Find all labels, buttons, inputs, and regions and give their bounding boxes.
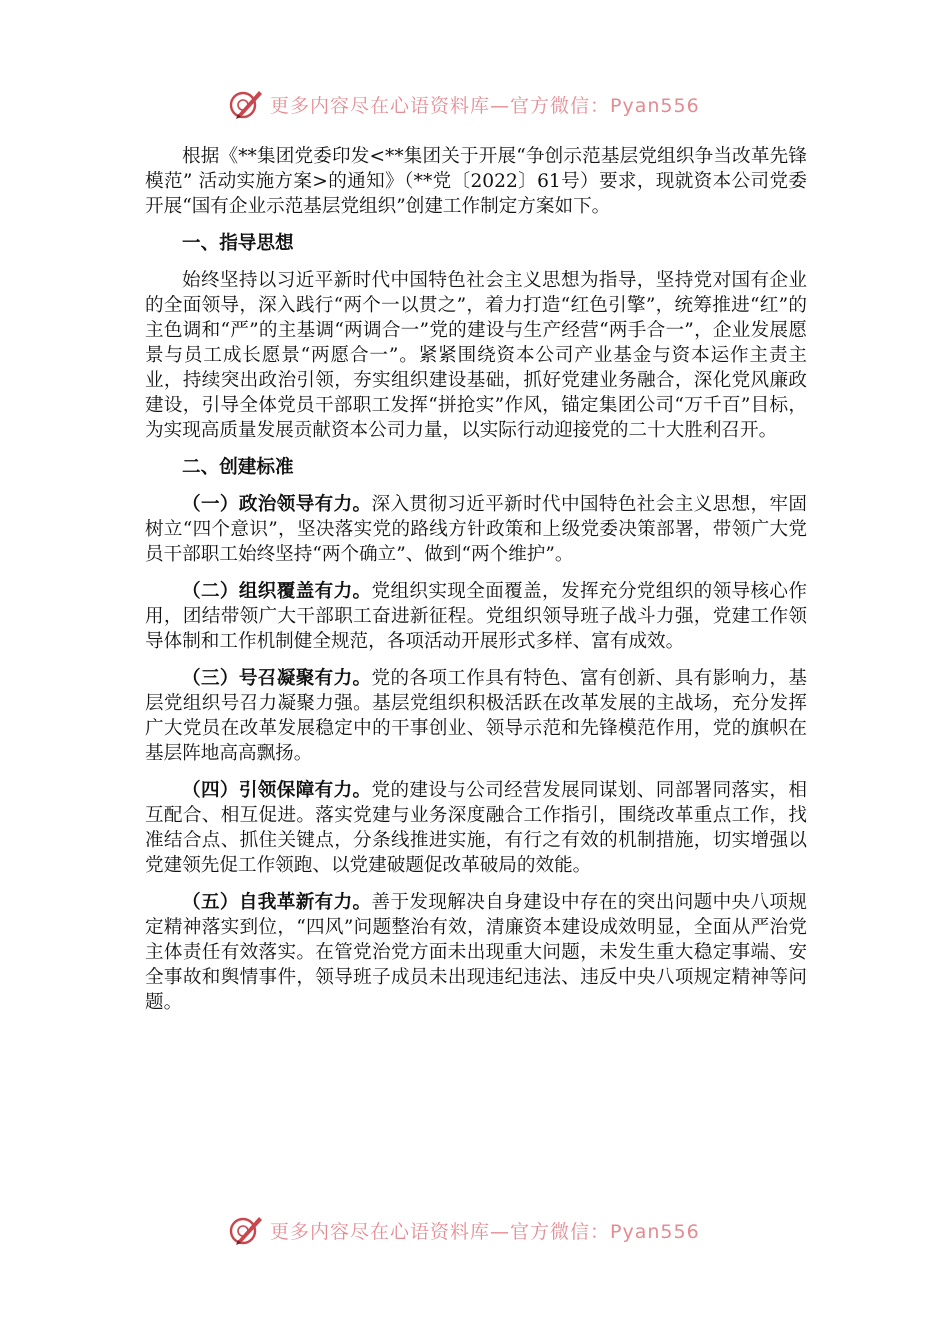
watermark-text: 更多内容尽在心语资料库—官方微信：Pyan556: [270, 1220, 700, 1243]
standard-item-text: 党的各项工作具有特色、富有创新、具有影响力，基层党组织号召力凝聚力强。基层党组织积极活跃在改革发展的主战场，充分发挥广大党员在改革发展稳定中的干事创业、领导示范和先锋模范作用，党的旗帜在基层阵地高高飘扬。: [145, 668, 807, 764]
standard-item: [145, 579, 807, 654]
standard-item-text: 善于发现解决自身建设中存在的突出问题中央八项规定精神落实到位，“四风”问题整治有效，清廉资本建设成效明显，全面从严治党主体责任有效落实。在管党治党方面未出现重大问题，未发生重大稳定事端、安全事故和舆情事件，领导班子成员未出现违纪违法、违反中央八项规定精神等问题。: [145, 892, 807, 1013]
standard-item-lead: （三）号召凝聚有力。: [182, 668, 372, 689]
standard-item-lead: （二）组织覆盖有力。: [182, 581, 372, 602]
standard-item: [145, 492, 807, 567]
standard-item-text: 深入贯彻习近平新时代中国特色社会主义思想，牢固树立“四个意识”，坚决落实党的路线方针政策和上级党委决策部署，带领广大党员干部职工始终坚持“两个确立”、做到“两个维护”。: [145, 494, 807, 565]
standard-item-lead: （五）自我革新有力。: [182, 892, 372, 913]
guiding-thought-paragraph: 始终坚持以习近平新时代中国特色社会主义思想为指导，坚持党对国有企业的全面领导，深入践行“两个一以贯之”，着力打造“红色引擎”，统筹推进“红”的主色调和“严”的主基调“两调合一”党的建设与生产经营“两手合一”，企业发展愿景与员工成长愿景“两愿合一”。紧紧围绕资本公司产业基金与资本运作主责主业，持续突出政治引领，夯实组织建设基础，抓好党建业务融合，深化党风廉政建设，引导全体党员干部职工发挥“拼抢实”作风，锚定集团公司“万千百”目标，为实现高质量发展贡献资本公司力量，以实际行动迎接党的二十大胜利召开。: [145, 270, 807, 441]
standard-item-text: 党组织实现全面覆盖，发挥充分党组织的领导核心作用，团结带领广大干部职工奋进新征程。党组织领导班子战斗力强，党建工作领导体制和工作机制健全规范，各项活动开展形式多样、富有成效。: [145, 581, 807, 652]
watermark-text: 更多内容尽在心语资料库—官方微信：Pyan556: [270, 94, 700, 117]
watermark-banner-bottom: [228, 1210, 748, 1250]
section-heading-standards: 二、创建标准: [182, 457, 294, 478]
pen-logo-icon: [228, 86, 264, 122]
standard-item-lead: （一）政治领导有力。: [182, 494, 372, 515]
pen-logo-icon: [228, 1212, 264, 1248]
standard-item: [145, 890, 807, 1015]
standard-item-lead: （四）引领保障有力。: [182, 780, 372, 801]
intro-paragraph: 根据《**集团党委印发<**集团关于开展“争创示范基层党组织争当改革先锋模范” 活动实施方案>的通知》（**党〔2022〕61号）要求，现就资本公司党委开展“国有企业示范基层党组织”创建工作制定方案如下。: [145, 146, 807, 217]
document-body: [145, 144, 807, 1027]
standard-item-text: 党的建设与公司经营发展同谋划、同部署同落实，相互配合、相互促进。落实党建与业务深度融合工作指引，围绕改革重点工作，找准结合点、抓住关键点，分条线推进实施，有行之有效的机制措施，切实增强以党建领先促工作领跑、以党建破题促改革破局的效能。: [145, 780, 807, 876]
standard-item: [145, 666, 807, 766]
standard-item: [145, 778, 807, 878]
watermark-banner-top: [228, 84, 748, 124]
section-heading-guiding-thought: 一、指导思想: [182, 233, 294, 254]
